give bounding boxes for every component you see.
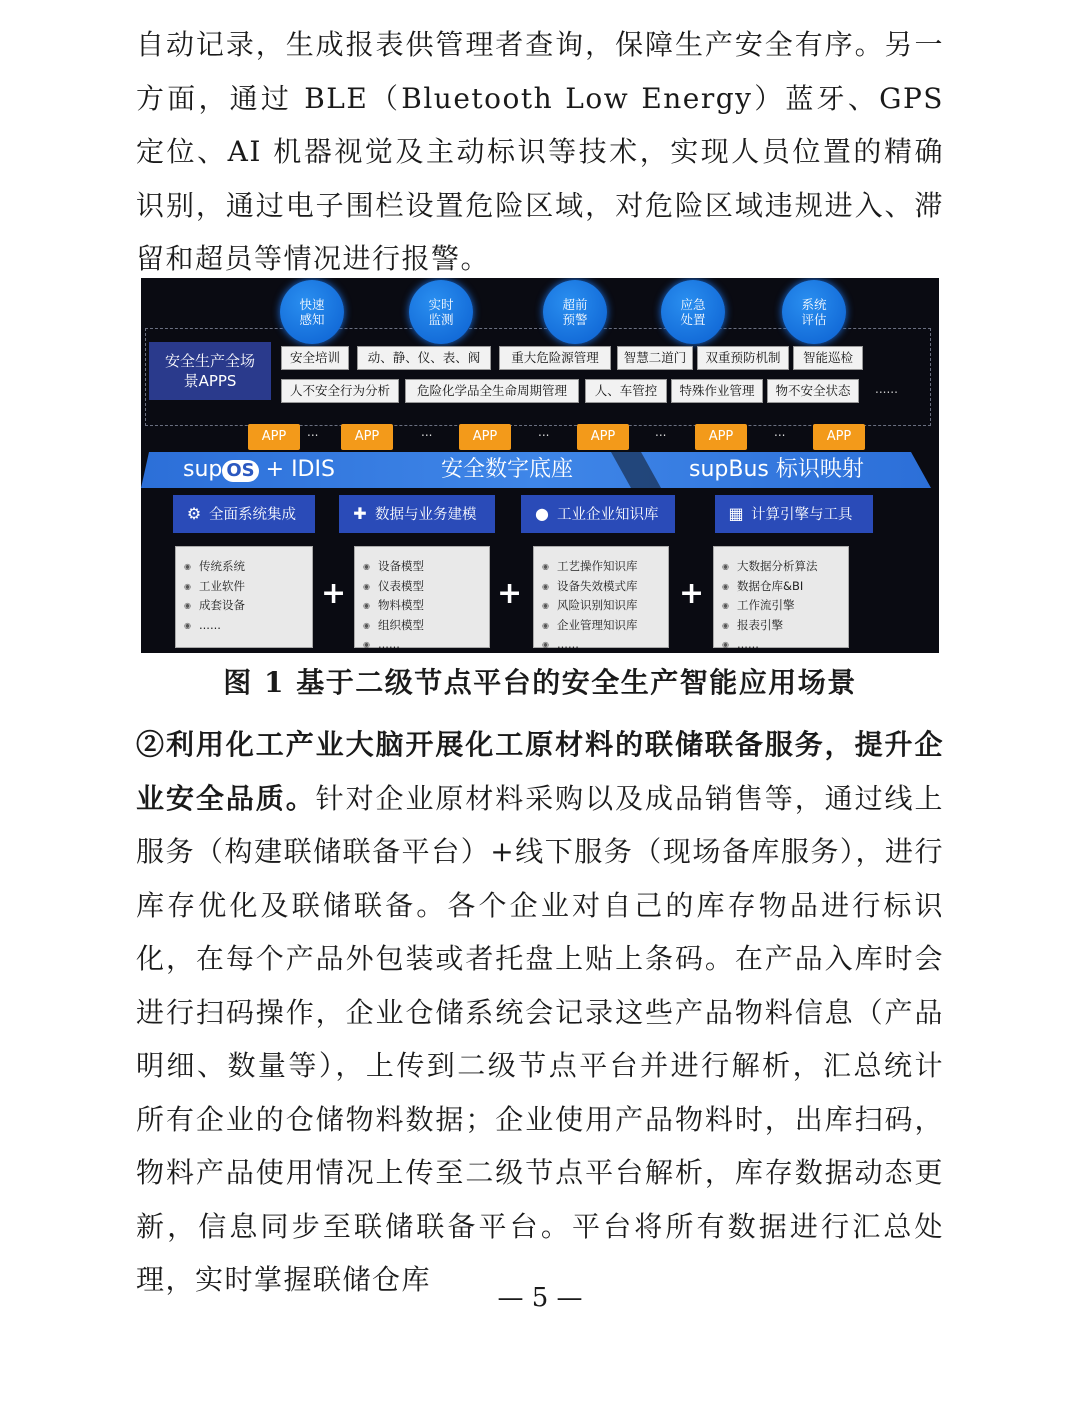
page-number: — 5 —	[497, 1283, 583, 1313]
list-item: ◉ ......	[184, 616, 312, 636]
list-item: ◉ 工艺操作知识库	[542, 557, 668, 577]
paragraph-positioning: 自动记录，生成报表供管理者查询，保障生产安全有序。另一方面，通过 BLE（Bluetooth Low Energy）蓝牙、GPS 定位、AI 机器视觉及主动标识等技术，实现人员位置的精确识别，通过电子围栏设置危险区域，对危险区域违规进入、滞留和超员等情况进行报警。	[136, 28, 944, 275]
list-item: ◉ 报表引擎	[722, 616, 848, 636]
figure-caption: 图 1 基于二级节点平台的安全生产智能应用场景	[223, 666, 857, 699]
supbus-label: supBus 标识映射	[689, 457, 864, 482]
list-knowledge-base	[533, 546, 669, 651]
figure-scenario-diagram	[141, 278, 939, 653]
calculator-icon: ▦	[728, 504, 744, 523]
tag-safety-training: 安全培训	[281, 346, 349, 370]
plus-sign: +	[679, 576, 705, 611]
paragraph-heading: ②利用化工产业大脑开展化工原材料的联储联备服务，提升企业安全品质。	[136, 728, 944, 815]
list-compute-engine	[713, 546, 849, 651]
apps-label: 安全生产全场景APPS	[149, 342, 271, 400]
tag-smart-inspection: 智能巡检	[793, 346, 863, 370]
tag-smart-gate: 智慧二道门	[617, 346, 693, 370]
circle-fast-sensing: 快速感知	[280, 280, 344, 344]
list-item: ◉ 企业管理知识库	[542, 616, 668, 636]
tag-major-hazard: 重大危险源管理	[499, 346, 611, 370]
list-item: ◉ 仪表模型	[363, 577, 489, 597]
app-dots: ...	[538, 425, 550, 439]
supos-idis-label: sup OS + IDIS	[183, 457, 335, 482]
list-item: ◉ 工作流引擎	[722, 596, 848, 616]
list-item: ◉ 成套设备	[184, 596, 312, 616]
list-item: ◉ 风险识别知识库	[542, 596, 668, 616]
row2-more: ......	[875, 382, 898, 396]
list-item: ◉ 数据仓库&BI	[722, 577, 848, 597]
list-item: ◉ 组织模型	[363, 616, 489, 636]
list-item: ◉ 物料模型	[363, 596, 489, 616]
circle-system-evaluation: 系统评估	[782, 280, 846, 344]
list-item: ◉ ......	[363, 635, 489, 653]
tag-dual-prevention: 双重预防机制	[697, 346, 789, 370]
list-item: ◉ ......	[542, 635, 668, 653]
app-badge: APP	[459, 424, 511, 450]
list-item: ◉ 设备模型	[363, 557, 489, 577]
app-dots: ...	[655, 425, 667, 439]
list-item: ◉ 传统系统	[184, 557, 312, 577]
tag-unsafe-behavior: 人不安全行为分析	[281, 379, 399, 403]
app-dots: ...	[774, 425, 786, 439]
list-modeling	[354, 546, 490, 651]
list-item: ◉ 设备失效模式库	[542, 577, 668, 597]
app-badge: APP	[341, 424, 393, 450]
plus-sign: +	[321, 576, 347, 611]
tag-person-vehicle: 人、车管控	[585, 379, 667, 403]
puzzle-icon: ✚	[353, 504, 367, 523]
app-badge: APP	[577, 424, 629, 450]
gear-icon: ⚙	[186, 504, 202, 523]
head-icon: ●	[535, 504, 549, 523]
app-badge: APP	[248, 424, 300, 450]
tag-equipment: 动、静、仪、表、阀	[357, 346, 491, 370]
circle-realtime-monitoring: 实时监测	[409, 280, 473, 344]
digital-base-label: 安全数字底座	[441, 457, 574, 482]
circle-early-warning: 超前预警	[543, 280, 607, 344]
list-item: ◉ ......	[722, 635, 848, 653]
app-dots: ...	[421, 425, 433, 439]
tag-hazchem-lifecycle: 危险化学品全生命周期管理	[405, 379, 579, 403]
app-dots: ...	[307, 425, 319, 439]
paragraph-body: 针对企业原材料采购以及成品销售等，通过线上服务（构建联储联备平台）+线下服务（现场备库服务），进行库存优化及联储联备。各个企业对自己的库存物品进行标识化，在每个产品外包装或者托盘上贴上条码。在产品入库时会进行扫码操作，企业仓储系统会记录这些产品物料信息（产品明细、数量等），上传到二级节点平台并进行解析，汇总统计所有企业的仓储物料数据；企业使用产品物料时，出库扫码，物料产品使用情况上传至二级节点平台解析，库存数据动态更新，信息同步至联储联备平台。平台将所有数据进行汇总处理，实时掌握联储仓库	[136, 781, 944, 1296]
list-item: ◉ 大数据分析算法	[722, 557, 848, 577]
category-integration: ⚙ 全面系统集成	[173, 495, 315, 533]
category-compute-engine: ▦ 计算引擎与工具	[715, 495, 873, 533]
tag-unsafe-state: 物不安全状态	[767, 379, 859, 403]
app-badge: APP	[813, 424, 865, 450]
paragraph-joint-storage	[136, 718, 944, 1307]
tag-special-work: 特殊作业管理	[671, 379, 763, 403]
category-modeling: ✚ 数据与业务建模	[339, 495, 495, 533]
plus-sign: +	[497, 576, 523, 611]
app-badge: APP	[695, 424, 747, 450]
category-knowledge-base: ● 工业企业知识库	[521, 495, 675, 533]
list-item: ◉ 工业软件	[184, 577, 312, 597]
circle-emergency-response: 应急处置	[661, 280, 725, 344]
list-integration	[175, 546, 313, 648]
